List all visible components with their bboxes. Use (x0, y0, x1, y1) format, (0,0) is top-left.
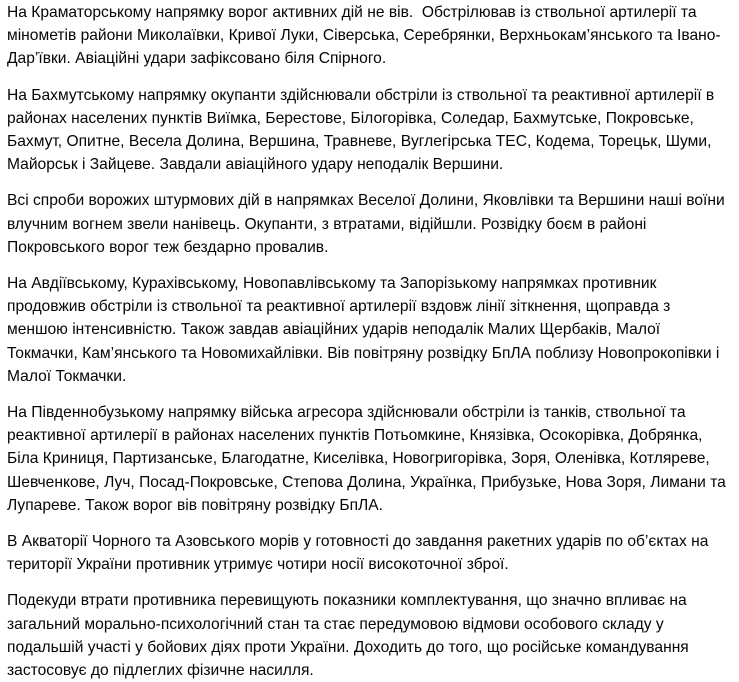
paragraph-bakhmut: На Бахмутському напрямку окупанти здійснювали обстріли із ствольної та реактивної артилерії в районах населених пунктів Виїмка, Берестове, Білогорівка, Соледар, Бахмутське, Покровське, Бахмут, Опитне, Весела Долина, Вершина, Травневе, Вуглегірська ТЕС, Кодема, Торецьк, Шуми, Майорськ і Зайцеве. Завдали авіаційного удару неподалік Вершини. (7, 86, 719, 174)
paragraph-sea-waters: В Акваторії Чорного та Азовського морів у готовності до завдання ракетних ударів по об’єктах на території України противник утримує чотири носії високоточної зброї. (7, 533, 713, 574)
paragraph-enemy-losses: Подекуди втрати противника перевищують показники комплектування, що значно впливає на загальний морально-психологічний стан та стає передумовою відмови особового складу у подальшій участі у бойових діях проти України. Доходить до того, що російське командування застосовує до підлеглих фізичне насилля. (7, 592, 694, 680)
paragraph-pivdennobuzkyi: На Південнобузькому напрямку війська агресора здійснювали обстріли із танків, ствольної та реактивної артилерії в районах населених пунктів Потьомкине, Князівка, Осокорівка, Добрянка, Біла Криниця, Партизанське, Благодатне, Киселівка, Новогригорівка, Зоря, Оленівка, Котляреве, Шевченкове, Луч, Посад-Покровське, Степова Долина, Українка, Прибузьке, Нова Зоря, Лимани та Лупареве. Також ворог вів повітряну розвідку БпЛА. (7, 404, 731, 514)
paragraph-avdiivka-zaporizhzhia: На Авдіївському, Курахівському, Новопавлівському та Запорізькому напрямках противник продовжив обстріли із ствольної та реактивної артилерії вздовж лінії зіткнення, щоправда з меншою інтенсивністю. Також завдав авіаційних ударів неподалік Малих Щербаків, Малої Токмачки, Кам’янського та Новомихайлівки. Вів повітряну розвідку БпЛА поблизу Новопрокопівки і Малої Токмачки. (7, 275, 724, 385)
paragraph-assault-attempts: Всі спроби ворожих штурмових дій в напрямках Веселої Долини, Яковлівки та Вершини наші воїни влучним вогнем звели нанівець. Окупанти, з втратами, відійшли. Розвідку боєм в районі Покровського ворог теж бездарно провалив. (7, 192, 730, 256)
paragraph-kramatorsk: На Краматорському напрямку ворог активних дій не вів. Обстрілював із ствольної артилерії та мінометів райони Миколаївки, Кривої Луки, Сіверська, Серебрянки, Верхньокам’янського та Івано-Дар’ївки. Авіаційні удари зафіксовано біля Спірного. (7, 4, 721, 68)
